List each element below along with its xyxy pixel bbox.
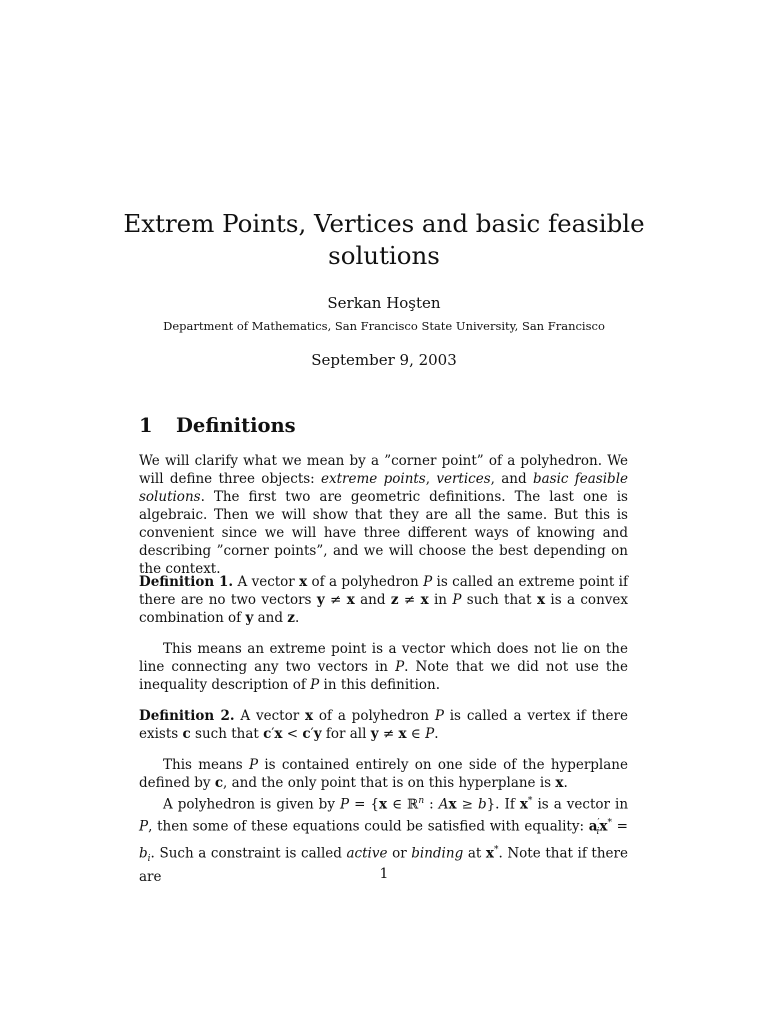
paragraph-polyhedron: A polyhedron is given by P = {x ∈ ℝ$^n$ : Ax ≥ b}. If x* is a vector in P, then some of these equations could be satisfied with equality: $a'_ix^* = b_i$. Such a constraint is called active or binding at x*. Note that if there are xyxy=(139,796,629,885)
paper-date: September 9, 2003 xyxy=(311,351,457,369)
definition-label: Definition 1. xyxy=(139,574,234,590)
author-name: Serkan Hoşten xyxy=(327,294,441,312)
section-heading xyxy=(139,412,296,440)
author-affiliation: Department of Mathematics, San Francisco State University, San Francisco xyxy=(163,319,605,333)
section-title: Definitions xyxy=(176,414,296,437)
page-number: 1 xyxy=(379,866,389,882)
title-line-2: solutions xyxy=(328,241,440,270)
paragraph-extreme-point: This means an extreme point is a vector which does not lie on the line connecting any two vectors in P. Note that we did not use the inequality description of P in this definition. xyxy=(139,641,629,693)
intro-paragraph: We will clarify what we mean by a ”corner point” of a polyhedron. We will define three objects: extreme points, vertices, and basic feasible solutions. The first two are geometric definitions. The last one is algebraic. Then we will show that they are all the same. But this is convenient since we will have three different ways of knowing and describing ”corner points”, and we will choose the best depending on the context. xyxy=(139,453,629,577)
paragraph-vertex: This means P is contained entirely on one side of the hyperplane defined by c, and the only point that is on this hyperplane is x. A polyhedron is given by P = {x ∈ ℝ$^n$ : Ax ≥ b}. If x* is a vector in P, then some of these equations could be satisfied with equality: $a'_ix^* = b_i$. Such a constraint is called active or binding at x*. Note that if there are xyxy=(139,757,629,885)
definition-label: Definition 2. xyxy=(139,708,235,724)
definition-1: Definition 1. A vector x of a polyhedron P is called an extreme point if there are no two vectors y ≠ x and z ≠ x in P such that x is a convex combination of y and z. xyxy=(139,574,628,626)
definition-2: Definition 2. A vector x of a polyhedron P is called a vertex if there exists c such that c′x < c′y for all y ≠ x ∈ P. xyxy=(139,708,628,742)
section-number: 1 xyxy=(139,414,153,437)
title-line-1: Extrem Points, Vertices and basic feasible xyxy=(123,209,645,238)
paper-title xyxy=(0,208,768,272)
